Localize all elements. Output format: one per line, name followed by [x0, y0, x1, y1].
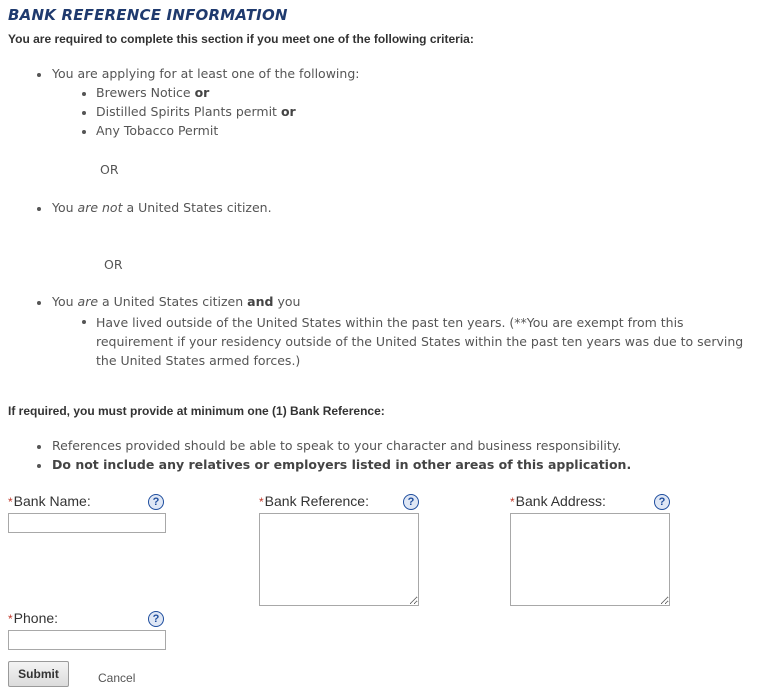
criteria-item-3: You are a United States citizen and you [52, 294, 301, 309]
cancel-link[interactable]: Cancel [98, 671, 136, 685]
criteria-sub-lived-abroad: Have lived outside of the United States within the past ten years. (**You are exempt from this requirement if your residency outside of the United States within the past ten years was due to serving the United States armed forces.) [96, 315, 744, 368]
required-mark: * [8, 495, 13, 509]
bullet-icon [82, 130, 86, 134]
bank-address-textarea[interactable] [510, 513, 670, 606]
bank-name-label: *Bank Name: [8, 493, 91, 509]
required-mark: * [259, 495, 264, 509]
bank-reference-textarea[interactable] [259, 513, 419, 606]
bullet-icon [37, 464, 41, 468]
or-separator: OR [100, 162, 119, 177]
bullet-icon [37, 301, 41, 305]
bullet-icon [82, 111, 86, 115]
criteria-item-2: You are not a United States citizen. [52, 200, 272, 215]
required-mark: * [8, 612, 13, 626]
criteria-sub-tobacco: Any Tobacco Permit [96, 123, 219, 138]
bullet-icon [37, 73, 41, 77]
section-title: BANK REFERENCE INFORMATION [8, 6, 288, 24]
minimum-intro: If required, you must provide at minimum one (1) Bank Reference: [8, 404, 385, 418]
question-circle-icon[interactable]: ? [403, 494, 419, 510]
bank-reference-label: *Bank Reference: [259, 493, 369, 509]
bullet-icon [37, 445, 41, 449]
minimum-note-1: References provided should be able to speak to your character and business responsibility. [52, 438, 622, 453]
minimum-note-2: Do not include any relatives or employers listed in other areas of this application. [52, 457, 632, 472]
bank-name-input[interactable] [8, 513, 166, 533]
bullet-icon [82, 92, 86, 96]
question-circle-icon[interactable]: ? [148, 611, 164, 627]
phone-label: *Phone: [8, 610, 59, 626]
bullet-icon [37, 207, 41, 211]
question-circle-icon[interactable]: ? [654, 494, 670, 510]
bank-address-label: *Bank Address: [510, 493, 606, 509]
or-separator: OR [104, 257, 123, 272]
phone-input[interactable] [8, 630, 166, 650]
criteria-sub-distilled: Distilled Spirits Plants permit or [96, 104, 296, 119]
bullet-icon [82, 320, 86, 324]
required-mark: * [510, 495, 515, 509]
criteria-item-1: You are applying for at least one of the following: [52, 66, 360, 81]
criteria-sub-brewers: Brewers Notice or [96, 85, 210, 100]
submit-button[interactable]: Submit [8, 661, 69, 687]
question-circle-icon[interactable]: ? [148, 494, 164, 510]
requirement-intro: You are required to complete this section if you meet one of the following criteria: [8, 32, 474, 46]
